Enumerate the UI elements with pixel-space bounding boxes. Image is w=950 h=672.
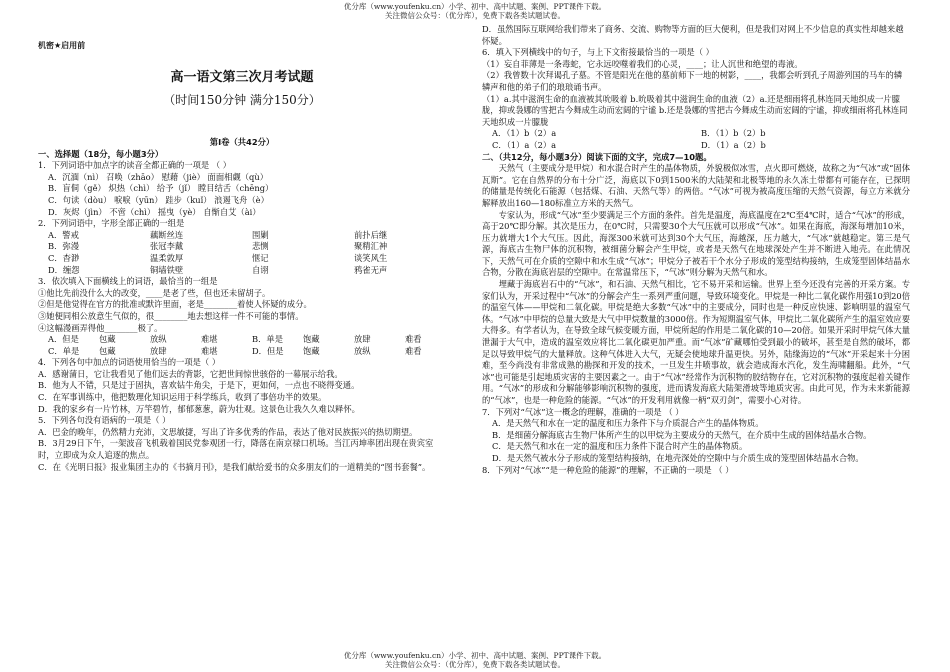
q3-stem: 3．依次填入下面横线上的词语，最恰当的一组是 [38,276,218,287]
q3-c-3: 放肆 [150,345,167,356]
q6-option-c: C．（1）a（2）a [492,139,557,150]
q1-option-c: C．句读（dòu） 唳唳（yūn） 跬步（kuǐ） 浪遏飞舟（è） [48,194,269,205]
q4-option-d: D．我的家乡有一片竹林，万竿碧竹，郁郁葱葱，蔚为壮观。这景色让我久久难以释怀。 [38,403,360,414]
q2-b-2: 张冠李戴 [150,241,184,252]
q3-c-2: 包藏 [99,345,116,356]
q8-stem: 8．下列对“气冰”“是一种危险的能源”的理解，不正确的一项是 （ ） [482,464,734,475]
q7-option-a: A．是天然气和水在一定的温度和压力条件下与介质混合产生的晶体物质。 [492,418,764,429]
q4-option-a: A．感谢蒲日，它让我看见了他们远去的背影，它把世间惊世骇俗的一幕展示给我。 [38,368,343,379]
header-line-2: 关注微信公众号：（优分库），免费下载各类试题试卷。 [385,11,565,20]
q2-a-4: 前扑后继 [354,229,388,240]
q3-d-4: 难看 [405,345,422,356]
footer-line-1: 优分库（www.youfenku.cn）小学、初中、高中试题、案例、PPT课件下载。 [343,651,607,660]
q4-stem: 4．下列各句中加点的词语使用恰当的一项是（ ） [38,357,221,368]
q2-a-1: A．警戒 [48,229,79,240]
secret-label: 机密★启用前 [38,41,86,50]
q6-options-row-1 [482,128,910,140]
q3-b-4: 难看 [405,334,422,345]
q3-a-4: 难堪 [201,334,218,345]
exam-subtitle: （时间150分钟 满分150分） [163,93,321,107]
q1-option-b: B．盲侗（gě） 炽热（chì） 给予（jǐ） 瞠目结舌（chēng） [48,183,274,194]
q4-option-c: C．在军事训练中，他把数理化知识运用于科学练兵，收到了事倍功半的效果。 [38,392,327,403]
q3-options-cd [38,346,446,358]
q1-stem: 1．下列词语中加点字的读音全都正确的一项是 （ ） [38,160,232,171]
q2-d-4: 鸦雀无声 [354,264,388,275]
q5-option-d: D．虽然国际互联网给我们带来了商务、交流、购物等方面的巨大便利，但是我们对网上不少信息的真实性却越来越怀疑。 [482,24,904,46]
q3-b-1: B．单是 [252,334,283,345]
q2-stem: 2．下列词语中，字形全部正确的一组是 [38,218,185,229]
volume-heading: 第Ⅰ卷（共42分） [209,137,275,147]
passage-paragraph-1: 天然气（主要成分是甲烷）和水混合时产生的晶体物质，外貌极似冰雪，点火即可燃烧，故称之为“气冰”或“固体瓦斯”。它在自然界的分布十分广泛，海底以下0到1500米的大陆架和北极等地的永久冻土带都有可能存在，已探明的储量是传统化石能源（包括煤、石油、天然气等）的两倍。“气冰”可视为被高度压缩的天然气资源，每立方米就分解释放出160—180标准立方米的天然气。 [482,163,910,208]
q2-d-2: 铜墙铁壁 [150,264,184,275]
q5-option-c: C．在《光明日报》报业集团主办的《书摘月刊》，是我们献给爱书的众多朋友们的一道精美的“图书套餐”。 [38,461,431,472]
q3-c-1: C．单是 [48,345,80,356]
q7-option-d: D．是天然气被水分子形成的笼型结构接纳，在地壳深处的空隙中与介质生成的笼型固体结晶水合物。 [492,452,864,463]
q3-d-3: 放纵 [354,345,371,356]
q4-option-b: B．他为人不错，只是过于固执，喜欢钻牛角尖，于是下，更如何，一点也不晓得变通。 [38,380,360,391]
section-2-heading: 二、（共12分，每小题3分）阅读下面的文字，完成7—10题。 [482,151,712,162]
q3-c-4: 难堪 [201,345,218,356]
q6-option-d: D．（1）a（2）b [701,139,766,150]
q2-b-3: 悲恻 [252,241,269,252]
page-header [0,2,950,20]
exam-title: 高一语文第三次月考试题 [170,70,314,85]
q2-c-1: C．杳渺 [48,252,80,263]
q3-d-1: D．但是 [252,345,284,356]
left-column [38,137,446,473]
q3-b-3: 放肆 [354,334,371,345]
q7-stem: 7．下列对“气冰”这一概念的理解，准确的一项是 （ ） [482,406,684,417]
q2-b-4: 聚精汇神 [354,241,388,252]
q3-b-2: 饱藏 [303,334,320,345]
q2-d-1: D．缠怨 [48,264,80,275]
q3-options-ab [38,334,446,346]
passage-paragraph-2: 专家认为，形成“气冰”至少要满足三个方面的条件。首先是温度，海底温度在2℃至4℃时，适合“气冰”的形成，高于20℃即分解。其次是压力，在0℃时，只需要30个大气压就可以形成“气冰”。如果在海底，海深每增加10米，压力就增大1个大气压。因此，海深300米就可达到30个大气压，海越深，压力越大，“气冰”就越稳定。第三是气源，海底古生物尸体的沉积物，被细菌分解会产生甲烷，或者是天然气在地球深处产生并不断进入地壳。在此情况下，天然气可在介质的空隙中和水生成“气冰”；甲烷分子被若干个水分子形成的笼型结构接纳，生成笼型固体结晶水合物，分散在海底岩层的空隙中。在常温常压下，“气冰”则分解为天然气和水。 [482,209,910,278]
q7-option-b: B．是细菌分解海底古生物尸体所产生的以甲烷为主要成分的天然气，在介质中生成的固体结晶水合物。 [492,429,872,440]
q2-a-3: 围剿 [252,229,269,240]
q6-item-2: （2）我曾数十次拜谒孔子墓。不管是阳光在他的墓前师下一地的树影，____，我都会听到孔子周游列国的马车的辚辚声和他的弟子们的琅琅诵书声。 [482,70,903,92]
footer-line-2: 关注微信公众号：（优分库），免费下载各类试题试卷。 [385,660,565,669]
q5-option-b: B．3月29日下午，一架波音飞机载着国民党参观团一行，降落在南京禄口机场。当江丙坤率团出现在贵宾室时，立即成为众人追逐的焦点。 [38,438,434,461]
q2-option-b [38,241,446,253]
section-1-heading: 一、选择题（18分，每小题3分） [38,148,164,159]
q2-option-a [38,230,446,242]
q2-c-2: 温柔敦厚 [150,252,184,263]
q1-option-d: D．灰烬（jìn） 不啻（chì） 摇曳（yè） 自惭自艾（ài） [48,206,261,217]
q3-sentence-4: ④这幅漫画弄得他________极了。 [38,322,163,333]
q6-options-row-2 [482,140,910,152]
q6-option-a: A．（1）b（2）a [492,128,557,139]
q5-option-a: A．巴金的晚年，仍然精力充沛，文思敏捷，写出了许多优秀的作品，表达了他对民族振兴的热切期望。 [38,426,418,437]
q2-option-d [38,265,446,277]
q3-a-1: A．但是 [48,334,79,345]
q7-option-c: C．是天然气和水在一定的温度和压力条件下混合时产生的晶体物质。 [492,441,748,452]
right-column [482,24,910,476]
q3-a-3: 放纵 [150,334,167,345]
q3-a-2: 包藏 [99,334,116,345]
q1-option-a: A．沉湎（nì） 召唤（zhāo） 慰藉（jiè） 面面相觑（qù） [48,171,268,182]
q2-c-3: 惬记 [252,252,269,263]
q2-b-1: B．弥漫 [48,241,79,252]
passage-paragraph-3: 埋藏于海底岩石中的“气冰”，和石油、天然气相比，它不易开采和运输。世界上至今还没有完善的开采方案。专家们认为，开采过程中“气冰”的分解会产生一系列严重问题，导致环境变化。甲烷是一种比二氧化碳作用强10到20倍的温室气体——甲烷和二氧化碳。甲烷是绝大多数“气冰”中的主要成分，同时也是一种反应快速、影响明显的温室气体。“气冰”中甲烷的总量大致是大气中甲烷数量的3000倍。作为短期温室气体，甲烷比二氧化碳所产生的温室效应要大得多。有学者认为，在导致全球气候变暖方面，甲烷所起的作用是二氧化碳的10—20倍。如果开采时甲烷气体大量泄漏于大气中，造成的温室效应将比二氧化碳更加严重。而“气冰”矿藏哪怕受到最小的破坏，甚至是自然的破坏，都足以导致甲烷气的大量释放。这种气体进入大气，无疑会使地球升温更快。另外，陆缘海边的“气冰”开采起来十分困难，至今尚没有非常成熟的勘探和开发的技术，一旦发生井喷事故，就会造成海水汽化，发生海啸翻船。此外，“气冰”也可能是引起地质灾害的主要因素之一。由于“气冰”经常作为沉积物的胶结物存在，它对沉积物的强度起着关键作用。“气冰”的形成和分解能够影响沉积物的强度，进而诱发海底大陆架滑坡等地质灾害。由此可见，作为未来新能源的“气冰”，也是一种危险的能源。“气冰”的开发利用就像一柄“双刃剑”，需要小心对待。 [482,279,910,405]
header-line-1: 优分库（www.youfenku.cn）小学、初中、高中试题、案例、PPT课件下载。 [343,2,607,11]
q5-stem: 5．下列各句没有语病的一项是（ ） [38,415,171,426]
q6-item-1: （1）妄自菲薄是一条毒蛇，它永远咬噬着我们的心灵，____；让人沉世和绝望的毒液。 [482,58,803,69]
q2-option-c [38,253,446,265]
q6-stem: 6．填入下列横线中的句子，与上下文衔接最恰当的一项是（ ） [482,47,714,58]
q2-c-4: 谈笑风生 [354,252,388,263]
q3-d-2: 饱藏 [303,345,320,356]
q3-sentence-1: ①他比先前没什么大的改变，____是老了些，但也还未留胡子。 [38,287,271,298]
q3-sentence-3: ③她便同相公放意生气似的，很________地去想这样一件不可能的事情。 [38,310,304,321]
q3-sentence-2: ②但是他觉得在官方的批准或默许里面，老是________着使人怀疑的成分。 [38,299,312,310]
q2-d-3: 自诩 [252,264,269,275]
page-footer [0,651,950,669]
q6-option-b: B．（1）b（2）b [701,128,766,139]
q6-choices: （1）a.其中滋润生命的血液被其吮吸着 b.吮吸着其中滋润生命的血液（2）a.还是细雨将孔林连同天地织成一片朦胧，抑或袅娜的雪把古今舞成生动而宏阔的宁谧 b.还是袅娜的雪把古今舞成生动而宏阔的宁谧，抑或细雨将孔林连同天地织成一片朦胧 [482,93,908,127]
q2-a-2: 藕断丝连 [150,229,184,240]
